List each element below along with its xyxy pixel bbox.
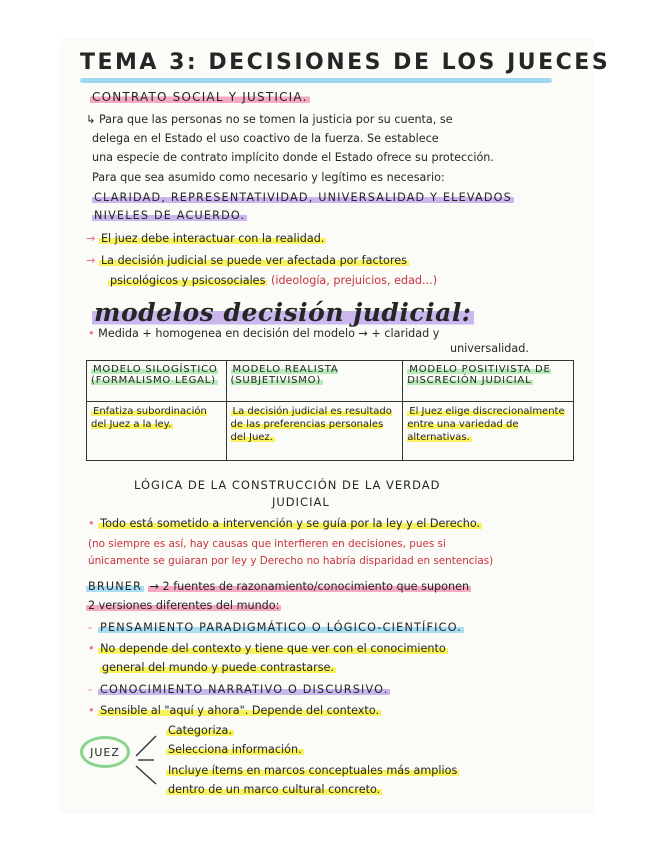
table-cell-text: El Juez elige discrecionalmente entre una variedad de alternativas. [407,406,565,443]
juez-item-3 [166,764,459,777]
arrow-item-2-cont [108,274,437,287]
arrow-item-2-cont-text: psicológicos y psicosociales [110,274,266,287]
juez-label: JUEZ [90,745,120,759]
paragraph-text-1: Para que las personas no se tomen la justicia por su cuenta, se [98,113,453,126]
arrow-right-icon: → [86,254,96,267]
juez-item-3-text: Incluye ítems en marcos conceptuales más amplios [168,764,458,777]
models-heading [92,298,474,327]
section-heading-logica-1: LÓGICA DE LA CONSTRUCCIÓN DE LA VERDAD [134,478,441,492]
title-underline [80,78,552,83]
paragraph-line-1 [86,113,453,126]
notes-page [62,40,611,812]
bullet-icon: • [88,327,95,340]
bruner-line-1 [86,580,471,593]
models-heading-text: modelos decisión judicial: [94,298,472,327]
truth-bullet-text: Todo está sometido a intervención y se guía por la ley y el Derecho. [100,517,481,530]
paragraph-line-4: Para que sea asumido como necesario y legítimo es necesario: [92,171,445,184]
page-title: TEMA 3: DECISIONES DE LOS JUECES [80,50,611,75]
juez-item-4-text: dentro de un marco cultural concreto. [168,783,381,796]
juez-item-1 [166,724,234,737]
bullet-icon: • [88,517,95,530]
arrow-item-1 [86,232,326,245]
requirements-line-2 [92,209,247,222]
narrative-title [88,683,390,696]
juez-circle [80,736,130,768]
juez-item-4 [166,783,382,796]
arrow-right-icon: → [86,232,96,245]
bruner-text-1: → 2 fuentes de razonamiento/conocimiento que suponen [149,580,470,593]
paradigmatic-bullet-line-2 [100,661,336,674]
models-table [86,360,574,461]
hook-arrow-icon: ↳ [86,113,96,126]
narrative-title-text: CONOCIMIENTO NARRATIVO O DISCURSIVO. [100,683,389,696]
bullet-icon: • [88,642,95,655]
branch-lines-icon [132,726,162,798]
table-header-text: MODELO REALISTA (SUBJETIVISMO) [230,364,339,386]
bruner-label: BRUNER [88,580,143,593]
requirements-line-1 [92,191,514,204]
paradigmatic-text-2: general del mundo y puede contrastarse. [102,661,334,674]
table-row [87,402,574,461]
bruner-text-2: 2 versiones diferentes del mundo: [88,599,280,612]
paragraph-line-3: una especie de contrato implícito donde el Estado ofrece su protección. [92,151,494,164]
bullet-icon: • [88,704,95,717]
juez-item-1-text: Categoriza. [168,724,232,737]
bruner-line-2 [86,599,281,612]
narrative-bullet-line [88,704,381,717]
table-header-realista [226,361,403,402]
table-header-positivista [403,361,574,402]
paradigmatic-text-1: No depende del contexto y tiene que ver con el conocimiento [100,642,446,655]
paradigmatic-bullet-line-1 [88,642,448,655]
section-heading-contrato-text: CONTRATO SOCIAL Y JUSTICIA. [92,90,308,104]
paradigmatic-title [88,621,464,634]
paragraph-line-2: delega en el Estado el uso coactivo de la fuerza. Se establece [92,132,439,145]
requirements-text-1: CLARIDAD, REPRESENTATIVIDAD, UNIVERSALIDAD Y ELEVADOS [94,191,512,204]
models-bullet-line-2: universalidad. [450,342,529,355]
section-heading-contrato [90,90,310,104]
arrow-item-2 [86,254,409,267]
table-header-silogistico [87,361,227,402]
juez-item-2 [166,743,304,756]
table-header-row [87,361,574,402]
table-cell-realista [226,402,403,461]
arrow-item-2-paren: (ideología, prejuicios, edad...) [270,274,438,287]
requirements-text-2: NIVELES DE ACUERDO. [94,209,246,222]
table-cell-text: Enfatiza subordinación del Juez a la ley. [91,406,207,430]
section-heading-logica-2: JUDICIAL [272,495,330,509]
juez-item-2-text: Selecciona información. [168,743,302,756]
arrow-item-2-text: La decisión judicial se puede ver afectada por factores [100,254,407,267]
models-bullet-line-1 [88,327,439,340]
models-bullet-text-1: Medida + homogenea en decisión del modelo → + claridad y [98,327,440,340]
table-cell-positivista [403,402,574,461]
dash-icon: - [88,621,94,634]
table-header-text: MODELO POSITIVISTA DE DISCRECIÓN JUDICIAL [407,364,551,386]
arrow-item-1-text: El juez debe interactuar con la realidad. [100,232,325,245]
table-cell-silogistico [87,402,227,461]
truth-note-line-1: (no siempre es así, hay causas que interfieren en decisiones, pues si [88,538,446,550]
dash-icon: - [88,683,94,696]
narrative-text: Sensible al "aquí y ahora". Depende del contexto. [100,704,380,717]
table-header-text: MODELO SILOGÍSTICO (FORMALISMO LEGAL) [91,364,218,386]
paradigmatic-title-text: PENSAMIENTO PARADIGMÁTICO O LÓGICO-CIENTÍFICO. [100,621,463,634]
truth-note-line-2: únicamente se guiaran por ley y Derecho no habría disparidad en sentencias) [88,555,494,567]
truth-bullet-line [88,517,482,530]
table-cell-text: La decisión judicial es resultado de las preferencias personales del Juez. [230,406,392,443]
